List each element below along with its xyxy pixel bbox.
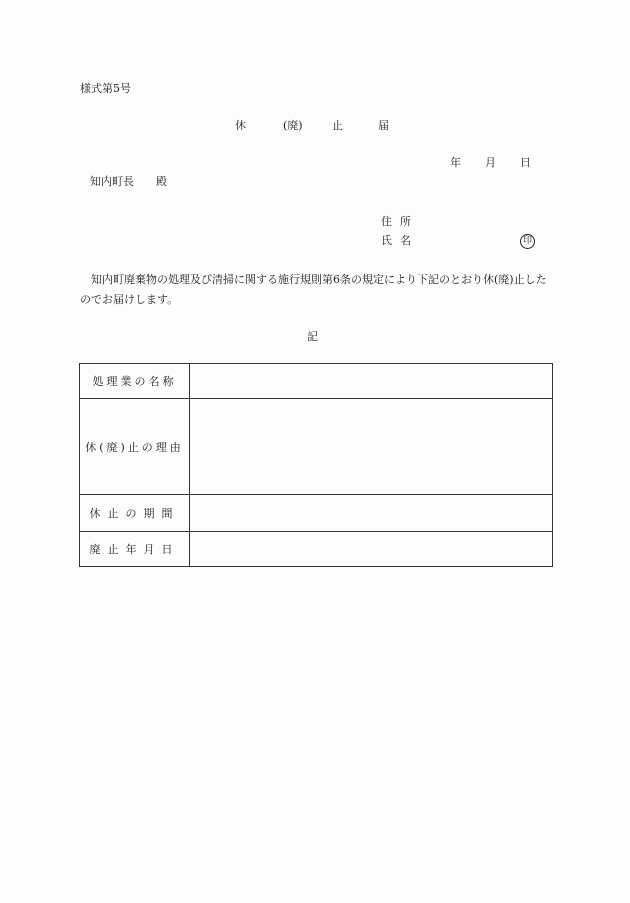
name-label: 氏名	[381, 234, 419, 247]
row-value-suspension-period	[190, 495, 553, 532]
seal-mark: 印	[520, 234, 535, 249]
title-char-2: (廃)	[283, 119, 303, 132]
addressee: 知内町長 殿	[90, 175, 167, 188]
row-value-reason	[190, 399, 553, 495]
date-month-label: 月	[485, 156, 496, 169]
table-row	[80, 399, 553, 495]
row-label-business-name: 処理業の名称	[80, 364, 190, 399]
form-number: 様式第5号	[80, 82, 131, 95]
row-label-reason: 休(廃)止の理由	[80, 399, 190, 495]
title-char-3: 止	[332, 119, 343, 132]
body-text: 知内町廃棄物の処理及び清掃に関する施行規則第6条の規定により下記のとおり休(廃)止したのでお届けします。	[80, 273, 547, 306]
table-row	[80, 495, 553, 532]
date-day-label: 日	[520, 156, 531, 169]
row-value-abolition-date	[190, 532, 553, 567]
record-table	[79, 363, 553, 567]
title-char-4: 届	[378, 119, 389, 132]
row-value-business-name	[190, 364, 553, 399]
row-label-abolition-date: 廃止年月日	[80, 532, 190, 567]
date-year-label: 年	[450, 156, 461, 169]
row-label-suspension-period: 休止の期間	[80, 495, 190, 532]
title-char-1: 休	[235, 119, 246, 132]
table-row	[80, 364, 553, 399]
address-label: 住所	[381, 215, 419, 228]
table-row	[80, 532, 553, 567]
ki-heading: 記	[307, 330, 318, 343]
